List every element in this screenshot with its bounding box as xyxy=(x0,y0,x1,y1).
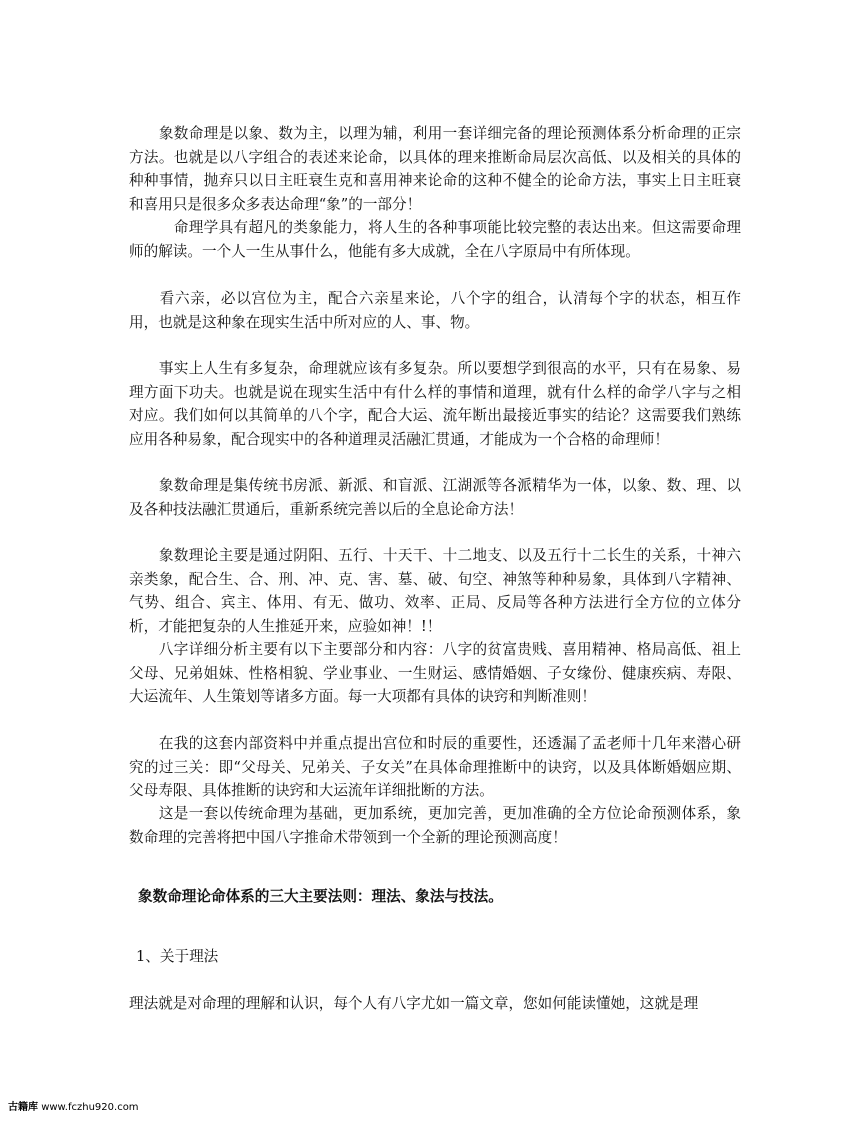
paragraph: 象数理论主要是通过阴阳、五行、十天干、十二地支、以及五行十二长生的关系，十神六亲类象，配合生、合、刑、冲、克、害、墓、破、旬空、神煞等种种易象，具体到八字精神、气势、组合、宾主、体用、有无、做功、效率、正局、反局等各种方法进行全方位的立体分析，才能把复杂的人生推延开来，应验如神！!！ xyxy=(129,547,741,635)
footer-site-url[interactable]: www.fczhu920.com xyxy=(41,1102,139,1113)
paragraph: 事实上人生有多复杂，命理就应该有多复杂。所以要想学到很高的水平，只有在易象、易理方面下功夫。也就是说在现实生活中有什么样的事情和道理，就有什么样的命学八字与之相对应。我们如何以其简单的八个字，配合大运、流年断出最接近事实的结论？这需要我们熟练应用各种易象，配合现实中的各种道理灵活融汇贯通，才能成为一个合格的命理师！ xyxy=(129,360,741,448)
paragraph: 看六亲，必以宫位为主，配合六亲星来论，八个字的组合，认清每个字的状态，相互作用，也就是这种象在现实生活中所对应的人、事、物。 xyxy=(129,290,741,331)
paragraph: 在我的这套内部资料中并重点提出宫位和时辰的重要性，还透漏了孟老师十几年来潜心研究的过三关：即“父母关、兄弟关、子女关”在具体命理推断中的诀窍，以及具体断婚姻应期、父母寿限、具体推断的诀窍和大运流年详细批断的方法。 xyxy=(129,735,741,799)
footer-site-name: 古籍库 xyxy=(8,1102,38,1113)
paragraph: 命理学具有超凡的类象能力，将人生的各种事项能比较完整的表达出来。但这需要命理师的解读。一个人一生从事什么，他能有多大成就，全在八字原局中有所体现。 xyxy=(129,219,741,260)
paragraph: 这是一套以传统命理为基础，更加系统，更加完善，更加准确的全方位论命预测体系，象数命理的完善将把中国八字推命术带领到一个全新的理论预测高度！ xyxy=(129,805,741,846)
paragraph: 象数命理是以象、数为主，以理为辅，利用一套详细完备的理论预测体系分析命理的正宗方法。也就是以八字组合的表述来论命，以具体的理来推断命局层次高低、以及相关的具体的种种事情，抛弃只以日主旺衰生克和喜用神来论命的这种不健全的论命方法，事实上日主旺衰和喜用只是很多众多表达命理“象”的一部分！ xyxy=(129,125,741,213)
paragraph: 象数命理是集传统书房派、新派、和盲派、江湖派等各派精华为一体，以象、数、理、以及各种技法融汇贯通后，重新系统完善以后的全息论命方法！ xyxy=(129,477,741,518)
section-heading: 象数命理论命体系的三大主要法则：理法、象法与技法。 xyxy=(138,888,503,905)
subsection-heading: 1、关于理法 xyxy=(136,948,219,965)
paragraph: 八字详细分析主要有以下主要部分和内容：八字的贫富贵贱、喜用精神、格局高低、祖上父母、兄弟姐妹、性格相貌、学业事业、一生财运、感情婚姻、子女缘份、健康疾病、寿限、大运流年、人生策划等诸多方面。每一大项都有具体的诀窍和判断准则！ xyxy=(129,641,741,705)
paragraph: 理法就是对命理的理解和认识，每个人有八字尤如一篇文章，您如何能读懂她，这就是理 xyxy=(129,995,699,1012)
footer-watermark xyxy=(8,1098,139,1113)
